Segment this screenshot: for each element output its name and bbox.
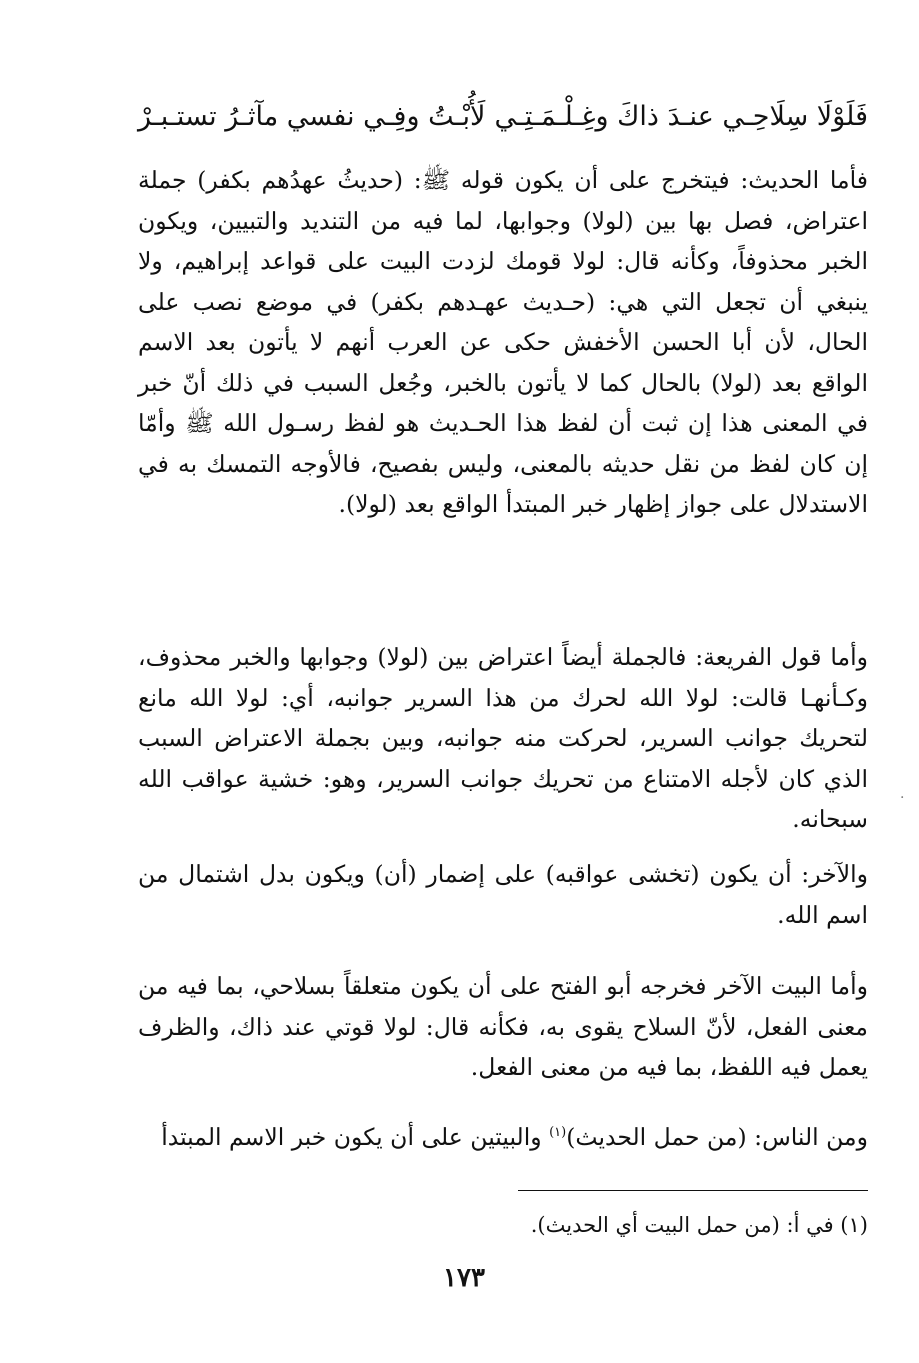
verse-second-hemistich: لَأُبْـتُ وفِـي نفسي مآثـرُ تستـبـرْ — [138, 101, 486, 132]
verse-first-hemistich: فَلَوْلَا سِلَاحِـي عنـدَ ذاكَ وغِـلْـمَـتِـي — [494, 101, 868, 132]
continuing-text-end: والبيتين على أن يكون خبر الاسم المبتدأ — [161, 1123, 550, 1151]
footnote-reference[interactable]: (١) — [549, 1125, 567, 1141]
paragraph-hadith-analysis: فأما الحديث: فيتخرج على أن يكون قوله ﷺ: (حديثُ عهدُهم بكفر) جملة اعتراض، فصل بها بين (لولا) وجوابها، لما فيه من التنديد والتبيين، ويكون الخبر محذوفاً، وكأنه قال: لولا قومك لزدت البيت على قواعد إبراهيم، ولا ينبغي أن تجعل التي هي: (حـديث عهـدهم بكفر) في موضع نصب على الحال، لأن أبا الحسن الأخفش حكى عن العرب أنهم لا يأتون بعد الاسم الواقع بعد (لولا) بالحال كما لا يأتون بالخبر، وجُعل السبب في ذلك أنّ خبر في المعنى هذا إن ثبت أن لفظ هذا الحـديث هو لفظ رسـول الله ﷺ وأمّا إن كان لفظ من نقل حديثه بالمعنى، وليس بفصيح، فالأوجه التمسك به في الاستدلال على جواز إظهار خبر المبتدأ الواقع بعد (لولا). — [138, 166, 868, 518]
paragraph-abu-alfath: وأما البيت الآخر فخرجه أبو الفتح على أن يكون متعلقاً بسلاحي، بما فيه من معنى الفعل، لأنّ السلاح يقوى به، فكأنه قال: لولا قوتي عند ذاك، والظرف يعمل فيه اللفظ، بما فيه من معنى الفعل. — [138, 972, 868, 1081]
footnote-divider — [518, 1190, 868, 1191]
paragraph-continuing — [138, 1117, 868, 1158]
paragraph-fariah-quote: وأما قول الفريعة: فالجملة أيضاً اعتراض بين (لولا) وجوابها والخبر محذوف، وكـأنهـا قالت: لولا الله لحرك من هذا السرير جوانبه، أي: لولا الله مانع لتحريك جوانب السرير، لحركت منه جوانبه، وبين بجملة الاعتراض السبب الذي كان لأجله الامتناع من تحريك جوانب السرير، وهو: خشية عواقب الله سبحانه. — [138, 643, 868, 833]
paragraph-second-view: والآخر: أن يكون (تخشى عواقبه) على إضمار (أن) ويكون بدل اشتمال من اسم الله. — [138, 860, 868, 929]
page-number: ١٧٣ — [443, 1263, 485, 1293]
footnote: (١) في أ: (من حمل البيت أي الحديث). — [530, 1213, 868, 1237]
continuing-text-start: ومن الناس: (من حمل الحديث) — [566, 1123, 868, 1151]
poetry-verse — [138, 92, 868, 142]
margin-mark: · — [900, 790, 905, 806]
